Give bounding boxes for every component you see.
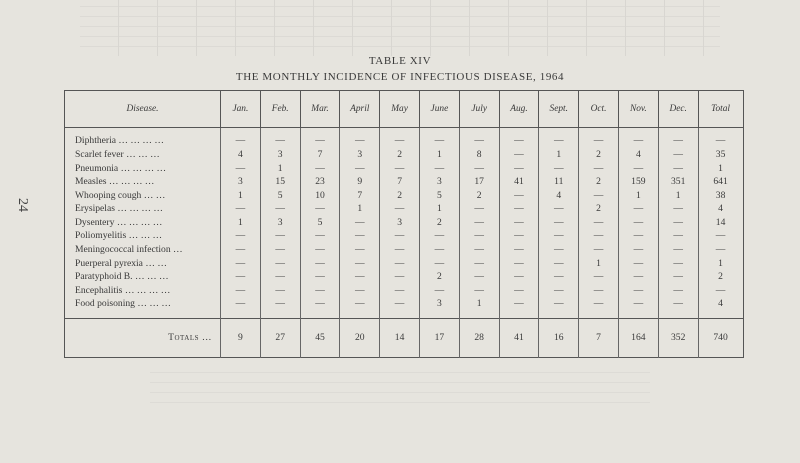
month-value-cell: — [260, 230, 300, 244]
table-row [65, 243, 744, 257]
month-total-cell: 352 [658, 319, 698, 358]
month-value-cell: 7 [300, 148, 340, 162]
month-value-cell: — [539, 216, 579, 230]
month-value-cell: — [340, 284, 380, 298]
month-value-cell: — [419, 162, 459, 176]
month-value-cell: — [539, 230, 579, 244]
month-value-cell: — [380, 230, 420, 244]
month-value-cell: — [579, 135, 619, 149]
month-value-cell: — [579, 162, 619, 176]
month-value-cell: — [459, 162, 499, 176]
disease-name: Poliomyelitis … … … [75, 230, 163, 242]
month-value-cell: — [658, 271, 698, 285]
disease-name: Scarlet fever … … … [75, 148, 160, 160]
month-value-cell: 2 [380, 148, 420, 162]
month-value-cell: — [260, 271, 300, 285]
month-value-cell: — [260, 298, 300, 312]
disease-name: Puerperal pyrexia … … [75, 257, 167, 269]
month-value-cell: — [300, 243, 340, 257]
disease-name: Measles … … … … [75, 176, 155, 188]
month-value-cell: 351 [658, 175, 698, 189]
row-total-cell: 38 [698, 189, 743, 203]
month-value-cell: — [499, 284, 539, 298]
month-value-cell: — [579, 230, 619, 244]
month-value-cell: 2 [380, 189, 420, 203]
month-value-cell: — [300, 271, 340, 285]
month-total-cell: 17 [419, 319, 459, 358]
month-value-cell: — [499, 189, 539, 203]
month-value-cell: — [221, 298, 261, 312]
month-value-cell: — [221, 203, 261, 217]
month-value-cell: — [618, 243, 658, 257]
row-total-cell: — [698, 243, 743, 257]
month-value-cell: 3 [260, 148, 300, 162]
month-value-cell: — [579, 216, 619, 230]
month-value-cell: — [380, 203, 420, 217]
month-value-cell: — [618, 271, 658, 285]
month-value-cell: — [499, 162, 539, 176]
month-value-cell: — [419, 135, 459, 149]
table-row [65, 135, 744, 149]
month-value-cell: 2 [459, 189, 499, 203]
disease-name: Pneumonia … … … … [75, 162, 167, 174]
month-value-cell: — [658, 298, 698, 312]
month-total-cell: 16 [539, 319, 579, 358]
month-value-cell: — [340, 135, 380, 149]
page-number: 24 [15, 198, 30, 212]
header-may: May [380, 91, 420, 128]
grand-total-cell: 740 [698, 319, 743, 358]
month-value-cell: — [221, 243, 261, 257]
disease-name: Meningococcal infection … [75, 244, 183, 256]
month-value-cell: 159 [618, 175, 658, 189]
month-value-cell: 1 [260, 162, 300, 176]
month-total-cell: 20 [340, 319, 380, 358]
month-value-cell: — [260, 243, 300, 257]
row-total-cell: 641 [698, 175, 743, 189]
month-total-cell: 28 [459, 319, 499, 358]
disease-name: Diphtheria … … … … [75, 135, 164, 147]
month-value-cell: — [221, 135, 261, 149]
month-value-cell: — [459, 216, 499, 230]
month-value-cell: — [340, 216, 380, 230]
month-value-cell: — [539, 284, 579, 298]
month-value-cell: — [221, 284, 261, 298]
header-june: June [419, 91, 459, 128]
month-value-cell: — [499, 230, 539, 244]
month-value-cell: — [499, 298, 539, 312]
month-value-cell: — [340, 243, 380, 257]
header-feb: Feb. [260, 91, 300, 128]
month-value-cell: — [618, 230, 658, 244]
month-value-cell: — [499, 203, 539, 217]
row-total-cell: 4 [698, 298, 743, 312]
month-value-cell: — [459, 243, 499, 257]
month-value-cell: 5 [260, 189, 300, 203]
month-value-cell: — [579, 284, 619, 298]
month-value-cell: — [260, 284, 300, 298]
table-row [65, 148, 744, 162]
header-mar: Mar. [300, 91, 340, 128]
month-value-cell: — [539, 257, 579, 271]
month-total-cell: 14 [380, 319, 420, 358]
month-value-cell: — [380, 284, 420, 298]
month-value-cell: — [260, 135, 300, 149]
month-value-cell: — [221, 162, 261, 176]
month-total-cell: 9 [221, 319, 261, 358]
month-value-cell: — [499, 216, 539, 230]
month-value-cell: — [658, 243, 698, 257]
month-value-cell: 3 [260, 216, 300, 230]
month-value-cell: 4 [221, 148, 261, 162]
month-value-cell: — [380, 271, 420, 285]
disease-name: Dysentery … … … … [75, 216, 163, 228]
month-value-cell: 2 [419, 216, 459, 230]
header-row [65, 91, 744, 128]
month-value-cell: — [539, 298, 579, 312]
row-total-cell: 1 [698, 162, 743, 176]
month-value-cell: 1 [539, 148, 579, 162]
table-body [65, 128, 744, 358]
table-subtitle: THE MONTHLY INCIDENCE OF INFECTIOUS DISEASE, 1964 [235, 71, 565, 83]
month-value-cell: — [539, 271, 579, 285]
month-value-cell: — [539, 203, 579, 217]
month-value-cell: — [658, 284, 698, 298]
month-value-cell: 3 [380, 216, 420, 230]
totals-row [65, 319, 744, 358]
incidence-table [64, 90, 744, 358]
month-value-cell: — [499, 243, 539, 257]
month-total-cell: 45 [300, 319, 340, 358]
month-value-cell: — [419, 257, 459, 271]
show-through-text-bottom [150, 372, 650, 412]
month-value-cell: 4 [618, 148, 658, 162]
month-value-cell: — [579, 189, 619, 203]
header-nov: Nov. [618, 91, 658, 128]
month-value-cell: 1 [419, 148, 459, 162]
month-value-cell: — [539, 162, 579, 176]
spacer-row [65, 128, 744, 135]
month-value-cell: 1 [419, 203, 459, 217]
table-row [65, 284, 744, 298]
month-value-cell: — [539, 243, 579, 257]
disease-name: Whooping cough … … [75, 189, 166, 201]
month-value-cell: — [499, 135, 539, 149]
month-value-cell: — [499, 257, 539, 271]
month-value-cell: — [579, 243, 619, 257]
month-value-cell: — [658, 257, 698, 271]
month-value-cell: — [300, 203, 340, 217]
month-value-cell: — [419, 243, 459, 257]
month-value-cell: 3 [221, 175, 261, 189]
disease-name: Erysipelas … … … … [75, 203, 163, 215]
row-total-cell: 14 [698, 216, 743, 230]
month-value-cell: — [459, 230, 499, 244]
table-row [65, 257, 744, 271]
header-jan: Jan. [221, 91, 261, 128]
month-value-cell: — [340, 271, 380, 285]
month-value-cell: 4 [539, 189, 579, 203]
month-value-cell: 2 [579, 148, 619, 162]
month-value-cell: — [459, 284, 499, 298]
month-value-cell: — [658, 148, 698, 162]
month-value-cell: — [658, 203, 698, 217]
month-value-cell: — [340, 230, 380, 244]
month-value-cell: — [380, 162, 420, 176]
month-total-cell: 7 [579, 319, 619, 358]
month-value-cell: — [618, 284, 658, 298]
month-value-cell: — [380, 135, 420, 149]
month-value-cell: — [579, 271, 619, 285]
month-value-cell: 8 [459, 148, 499, 162]
table-row [65, 162, 744, 176]
month-value-cell: — [658, 162, 698, 176]
header-april: April [340, 91, 380, 128]
table-row [65, 175, 744, 189]
month-value-cell: — [221, 271, 261, 285]
month-value-cell: — [579, 298, 619, 312]
month-value-cell: — [221, 257, 261, 271]
month-value-cell: — [459, 203, 499, 217]
header-total: Total [698, 91, 743, 128]
month-total-cell: 164 [618, 319, 658, 358]
month-value-cell: — [539, 135, 579, 149]
month-value-cell: 1 [618, 189, 658, 203]
month-value-cell: — [380, 243, 420, 257]
month-value-cell: 5 [300, 216, 340, 230]
month-value-cell: 1 [221, 189, 261, 203]
month-value-cell: — [300, 230, 340, 244]
month-value-cell: — [658, 230, 698, 244]
month-value-cell: — [459, 271, 499, 285]
month-value-cell: 2 [579, 175, 619, 189]
row-total-cell: — [698, 135, 743, 149]
month-total-cell: 41 [499, 319, 539, 358]
month-value-cell: 1 [221, 216, 261, 230]
month-value-cell: 2 [579, 203, 619, 217]
month-value-cell: 3 [419, 175, 459, 189]
month-value-cell: — [618, 203, 658, 217]
month-value-cell: — [380, 257, 420, 271]
month-value-cell: — [618, 298, 658, 312]
header-oct: Oct. [579, 91, 619, 128]
month-value-cell: 11 [539, 175, 579, 189]
month-value-cell: 1 [579, 257, 619, 271]
month-value-cell: 3 [340, 148, 380, 162]
month-value-cell: 15 [260, 175, 300, 189]
month-value-cell: — [658, 216, 698, 230]
month-value-cell: 1 [340, 203, 380, 217]
month-value-cell: — [260, 203, 300, 217]
month-value-cell: 41 [499, 175, 539, 189]
table-row [65, 216, 744, 230]
month-total-cell: 27 [260, 319, 300, 358]
month-value-cell: — [419, 230, 459, 244]
header-july: July [459, 91, 499, 128]
disease-name: Encephalitis … … … … [75, 284, 171, 296]
month-value-cell: — [459, 135, 499, 149]
month-value-cell: 7 [380, 175, 420, 189]
month-value-cell: 23 [300, 175, 340, 189]
table-row [65, 203, 744, 217]
month-value-cell: — [340, 162, 380, 176]
row-total-cell: — [698, 284, 743, 298]
table-row [65, 189, 744, 203]
month-value-cell: 17 [459, 175, 499, 189]
month-value-cell: — [499, 271, 539, 285]
month-value-cell: — [300, 162, 340, 176]
disease-name: Food poisoning … … … [75, 298, 171, 310]
header-aug: Aug. [499, 91, 539, 128]
month-value-cell: — [300, 135, 340, 149]
month-value-cell: 5 [419, 189, 459, 203]
header-disease: Disease. [65, 91, 221, 128]
month-value-cell: — [300, 257, 340, 271]
table-row [65, 298, 744, 312]
month-value-cell: 2 [419, 271, 459, 285]
row-total-cell: 4 [698, 203, 743, 217]
month-value-cell: — [658, 135, 698, 149]
month-value-cell: — [618, 162, 658, 176]
month-value-cell: — [618, 216, 658, 230]
month-value-cell: — [340, 257, 380, 271]
table-row [65, 230, 744, 244]
month-value-cell: 1 [658, 189, 698, 203]
row-total-cell: 2 [698, 271, 743, 285]
month-value-cell: — [260, 257, 300, 271]
month-value-cell: — [380, 298, 420, 312]
month-value-cell: — [499, 148, 539, 162]
row-total-cell: — [698, 230, 743, 244]
header-dec: Dec. [658, 91, 698, 128]
month-value-cell: — [459, 257, 499, 271]
month-value-cell: — [300, 284, 340, 298]
disease-name: Paratyphoid B. … … … [75, 271, 169, 283]
month-value-cell: 9 [340, 175, 380, 189]
month-value-cell: 10 [300, 189, 340, 203]
month-value-cell: — [340, 298, 380, 312]
header-sept: Sept. [539, 91, 579, 128]
table-title: TABLE XIV [368, 55, 432, 67]
totals-label: Totals … [65, 319, 221, 358]
month-value-cell: 7 [340, 189, 380, 203]
table-row [65, 271, 744, 285]
month-value-cell: — [419, 284, 459, 298]
month-value-cell: — [221, 230, 261, 244]
month-value-cell: — [618, 135, 658, 149]
month-value-cell: 3 [419, 298, 459, 312]
month-value-cell: 1 [459, 298, 499, 312]
row-total-cell: 1 [698, 257, 743, 271]
month-value-cell: — [618, 257, 658, 271]
row-total-cell: 35 [698, 148, 743, 162]
spacer-row [65, 311, 744, 318]
month-value-cell: — [300, 298, 340, 312]
show-through-table-top [80, 0, 720, 56]
